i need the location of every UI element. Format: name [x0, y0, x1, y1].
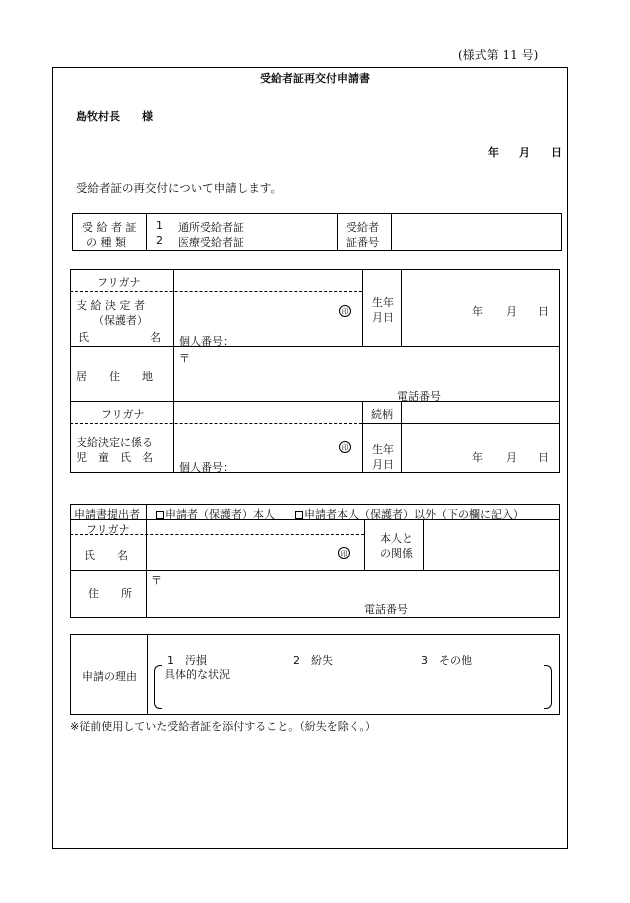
child-furigana-field[interactable] — [175, 403, 361, 422]
submitter-address-label: 住 所 — [88, 587, 132, 600]
dashed-divider — [70, 423, 362, 424]
attachment-note: ※従前使用していた受給者証を添付すること。（紛失を除く。） — [70, 720, 376, 733]
submitter-furigana-field[interactable] — [148, 521, 362, 533]
guardian-seal: 印 — [339, 305, 351, 317]
divider — [362, 269, 363, 346]
child-name-label-2: 児 童 氏 名 — [76, 451, 153, 464]
guardian-birth-label: 生年 — [372, 296, 394, 309]
divider — [362, 401, 363, 473]
submitter-option-self[interactable] — [156, 506, 275, 522]
guardian-name-label-3b: 名 — [150, 331, 161, 344]
form-number: (様式第 11 号) — [458, 48, 539, 62]
submitter-name-field[interactable] — [148, 537, 334, 568]
child-birth-day: 日 — [538, 451, 549, 464]
submitter-relation-label-2: の関係 — [380, 547, 413, 560]
cert-option-2[interactable]: 医療受給者証 — [178, 236, 244, 249]
divider — [173, 269, 174, 473]
submitter-address-field[interactable] — [148, 572, 558, 600]
guardian-postal-mark: 〒 — [179, 352, 190, 365]
addressee: 島牧村長 様 — [76, 110, 153, 123]
date-day-label: 日 — [551, 146, 562, 159]
cert-number-label: 受給者 — [346, 221, 379, 234]
guardian-birth-day: 日 — [538, 305, 549, 318]
cert-number-field[interactable] — [393, 215, 560, 249]
submitter-name-label: 氏 名 — [84, 549, 128, 562]
cert-number-label-2: 証番号 — [346, 236, 379, 249]
checkbox-icon[interactable] — [156, 511, 164, 519]
child-id-label: 個人番号： — [179, 461, 234, 474]
intro-text: 受給者証の再交付について申請します。 — [76, 181, 282, 195]
date-month-label: 月 — [519, 146, 530, 159]
divider — [337, 213, 338, 251]
submitter-seal: 印 — [338, 547, 350, 559]
guardian-furigana-label: フリガナ — [97, 276, 141, 289]
child-birth-label-2: 月日 — [372, 458, 394, 471]
left-bracket-icon — [154, 665, 162, 709]
divider — [147, 634, 148, 715]
child-birth-year: 年 — [472, 451, 483, 464]
child-name-field[interactable] — [175, 425, 335, 457]
divider — [146, 213, 147, 251]
divider — [146, 504, 147, 618]
child-relation-label: 続柄 — [371, 408, 393, 421]
divider — [70, 401, 560, 402]
guardian-birth-year: 年 — [472, 305, 483, 318]
divider — [362, 423, 560, 424]
guardian-address-field[interactable] — [175, 348, 558, 386]
submitter-phone-label: 電話番号 — [364, 603, 408, 616]
guardian-phone-label: 電話番号 — [397, 390, 441, 403]
guardian-name-label-2: （保護者） — [93, 314, 148, 327]
cert-option-1[interactable]: 通所受給者証 — [178, 221, 244, 234]
cert-option-2-no: 2 — [156, 234, 163, 247]
guardian-name-label: 支 給 決 定 者 — [76, 299, 145, 312]
submitter-option-other[interactable] — [295, 506, 524, 522]
guardian-id-label: 個人番号： — [179, 335, 234, 348]
child-furigana-label: フリガナ — [101, 408, 145, 421]
divider — [401, 269, 402, 346]
checkbox-icon[interactable] — [295, 511, 303, 519]
reason-detail-field[interactable] — [164, 680, 542, 707]
submitter-furigana-label: フリガナ — [86, 523, 130, 536]
child-birth-month: 月 — [506, 451, 517, 464]
cert-type-label-2: の 種 類 — [86, 236, 126, 249]
submitter-postal-mark: 〒 — [151, 574, 162, 587]
cert-option-1-no: 1 — [156, 219, 163, 232]
submitter-relation-label: 本人と — [380, 532, 413, 545]
guardian-furigana-field[interactable] — [175, 271, 361, 290]
right-bracket-icon — [544, 665, 552, 709]
guardian-birth-label-2: 月日 — [372, 311, 394, 324]
child-seal: 印 — [339, 441, 351, 453]
divider — [423, 519, 424, 570]
submitter-relation-field[interactable] — [425, 521, 558, 568]
divider — [401, 401, 402, 473]
child-birth-label: 生年 — [372, 443, 394, 456]
child-relation-field[interactable] — [403, 403, 558, 423]
submitter-option-self-label: 申請者（保護者）本人 — [165, 508, 275, 521]
reason-detail-label: 具体的な状況 — [164, 668, 230, 681]
reason-label: 申請の理由 — [82, 670, 137, 683]
cert-type-label: 受 給 者 証 — [82, 221, 137, 234]
divider — [70, 570, 560, 571]
date-year-label: 年 — [488, 146, 499, 159]
divider — [391, 213, 392, 251]
guardian-name-label-3a: 氏 — [78, 331, 89, 344]
submitter-label: 申請書提出者 — [74, 508, 140, 521]
reason-option-lost[interactable]: 2 紛失 — [293, 654, 333, 667]
divider — [70, 346, 560, 347]
child-name-label: 支給決定に係る — [76, 436, 153, 449]
guardian-birth-month: 月 — [506, 305, 517, 318]
submitter-option-other-label: 申請者本人（保護者）以外（下の欄に記入） — [304, 508, 524, 521]
reason-option-soiled[interactable]: 1 汚損 — [167, 654, 207, 667]
divider — [364, 519, 365, 570]
guardian-address-label: 居 住 地 — [76, 370, 153, 383]
form-title: 受給者証再交付申請書 — [260, 72, 370, 85]
dashed-divider — [70, 291, 362, 292]
guardian-name-field[interactable] — [175, 293, 335, 323]
reason-option-other[interactable]: 3 その他 — [421, 654, 472, 667]
